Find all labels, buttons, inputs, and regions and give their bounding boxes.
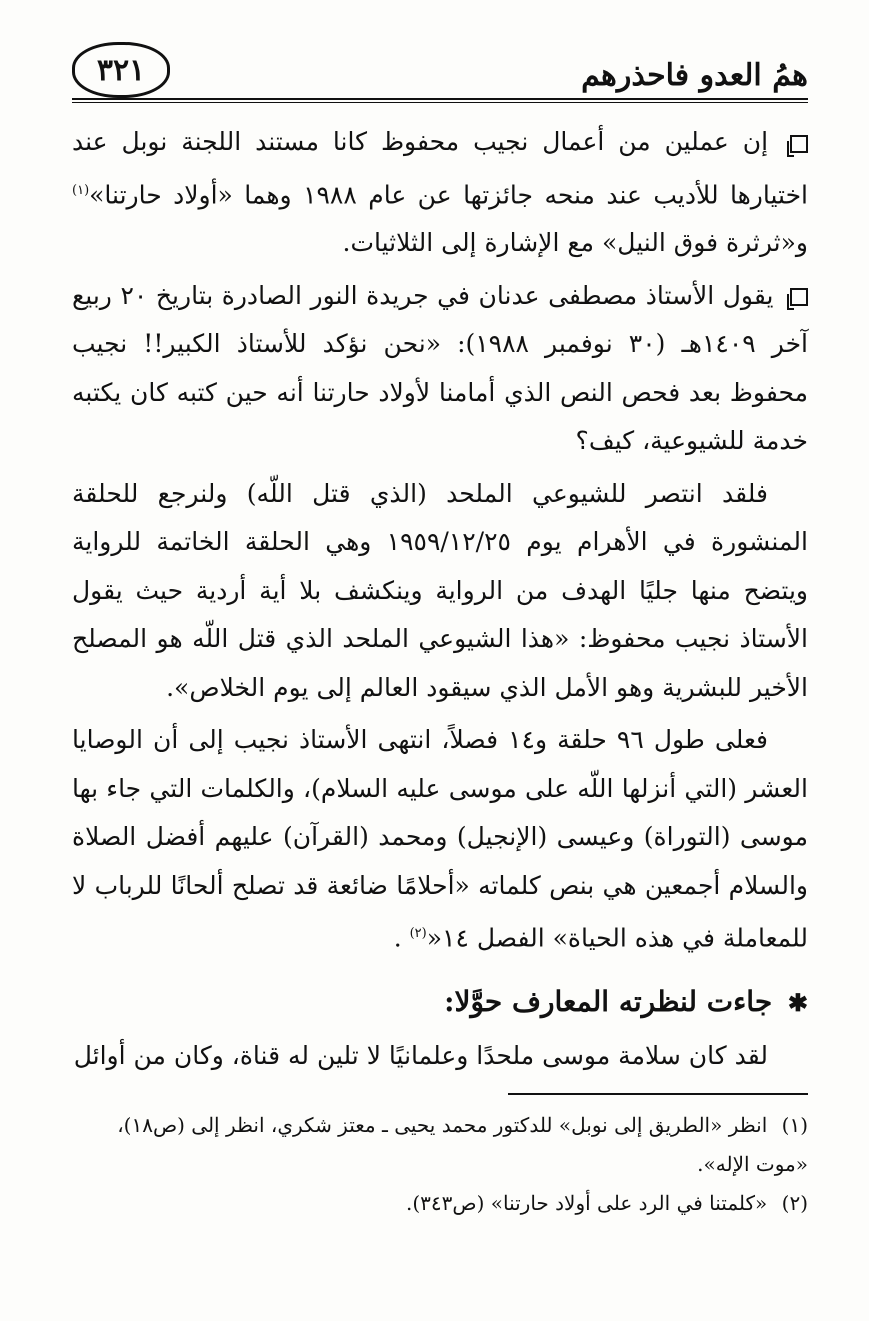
paragraph-2: [72, 272, 808, 466]
star-icon: ✱: [787, 988, 808, 1018]
footnote-2: [72, 1184, 808, 1223]
section-heading-text: جاءت لنظرته المعارف حوَّلا:: [444, 985, 773, 1019]
header-rule-thin: [72, 102, 808, 103]
footnote-rule: [508, 1093, 808, 1095]
paragraph-1-text: إن عملين من أعمال نجيب محفوظ كانا مستند اللجنة نوبل عند اختيارها للأديب عند منحه جائزتها عن عام ١٩٨٨ وهما «أولاد حارتنا»: [72, 127, 808, 209]
paragraph-4-text: فعلى طول ٩٦ حلقة و١٤ فصلاً، انتهى الأستاذ نجيب إلى أن الوصايا العشر (التي أنزلها اللّه على موسى عليه السلام)، والكلمات التي جاء بها موسى (التوراة) وعيسى (الإنجيل) ومحمد (القرآن) عليهم أفضل الصلاة والسلام أجمعين هي بنص كلماته «أحلامًا ضائعة قد تصلح ألحانًا للرباب لا للمعاملة في هذه الحياة» الفصل ١٤«: [72, 725, 808, 953]
page: [72, 40, 808, 1215]
page-header: [72, 40, 808, 100]
paragraph-2-text: يقول الأستاذ مصطفى عدنان في جريدة النور الصادرة بتاريخ ٢٠ ربيع آخر ١٤٠٩هـ (٣٠ نوفمبر ١٩٨٨): «نحن نؤكد للأستاذ الكبير!! نجيب محفوظ بعد فحص النص الذي أمامنا لأولاد حارتنا أنه حين كتبه كان يكتبه خدمة للشيوعية، كيف؟: [72, 280, 808, 456]
paragraph-1: [72, 118, 808, 268]
footnote-1-label: (١): [781, 1113, 808, 1137]
footnote-1-text: انظر «الطريق إلى نوبل» للدكتور محمد يحيى ـ معتز شكري، انظر إلى (ص١٨)، «موت الإله».: [117, 1113, 808, 1176]
header-rule: [72, 98, 808, 100]
paragraph-4: فعلى طول ٩٦ حلقة و١٤ فصلاً، انتهى الأستاذ نجيب إلى أن الوصايا العشر (التي أنزلها اللّه على موسى عليه السلام)، والكلمات التي جاء بها موسى (التوراة) وعيسى (الإنجيل) ومحمد (القرآن) عليهم أفضل الصلاة والسلام أجمعين هي بنص كلماته «أحلامًا ضائعة قد تصلح ألحانًا للرباب لا للمعاملة في هذه الحياة» الفصل ١٤«$^{(٢)}$ .: [72, 725, 808, 953]
footnote-2-text: «كلمتنا في الرد على أولاد حارتنا» (ص٣٤٣).: [406, 1191, 768, 1215]
footnotes: [72, 1106, 808, 1223]
paragraph-3: فلقد انتصر للشيوعي الملحد (الذي قتل اللّه) ولنرجع للحلقة المنشورة في الأهرام يوم ١٩٥٩/١٢/٢٥ وهي الحلقة الخاتمة للرواية ويتضح منها جليًا الهدف من الرواية وينكشف بلا أية أردية حيث يقول الأستاذ نجيب محفوظ: «هذا الشيوعي الملحد الذي قتل اللّه هو المصلح الأخير للبشرية وهو الأمل الذي سيقود العالم إلى يوم الخلاص».: [72, 478, 808, 702]
box-bullet-icon: [790, 288, 808, 306]
section-heading: [72, 977, 808, 1028]
page-number: ٣٢١: [72, 42, 170, 98]
footnote-ref-2: (٢): [409, 926, 427, 942]
paragraph-1b-text: و«ثرثرة فوق النيل» مع الإشارة إلى الثلاثيات.: [342, 228, 808, 258]
footnote-1: [72, 1106, 808, 1184]
footnote-ref-1: (١): [72, 182, 90, 198]
body-text: [72, 118, 808, 1081]
footnote-2-label: (٢): [781, 1191, 808, 1215]
paragraph-5: لقد كان سلامة موسى ملحدًا وعلمانيًا لا تلين له قناة، وكان من أوائل: [73, 1041, 768, 1071]
box-bullet-icon: [790, 135, 808, 153]
running-title: همُ العدو فاحذرهم: [581, 58, 808, 93]
